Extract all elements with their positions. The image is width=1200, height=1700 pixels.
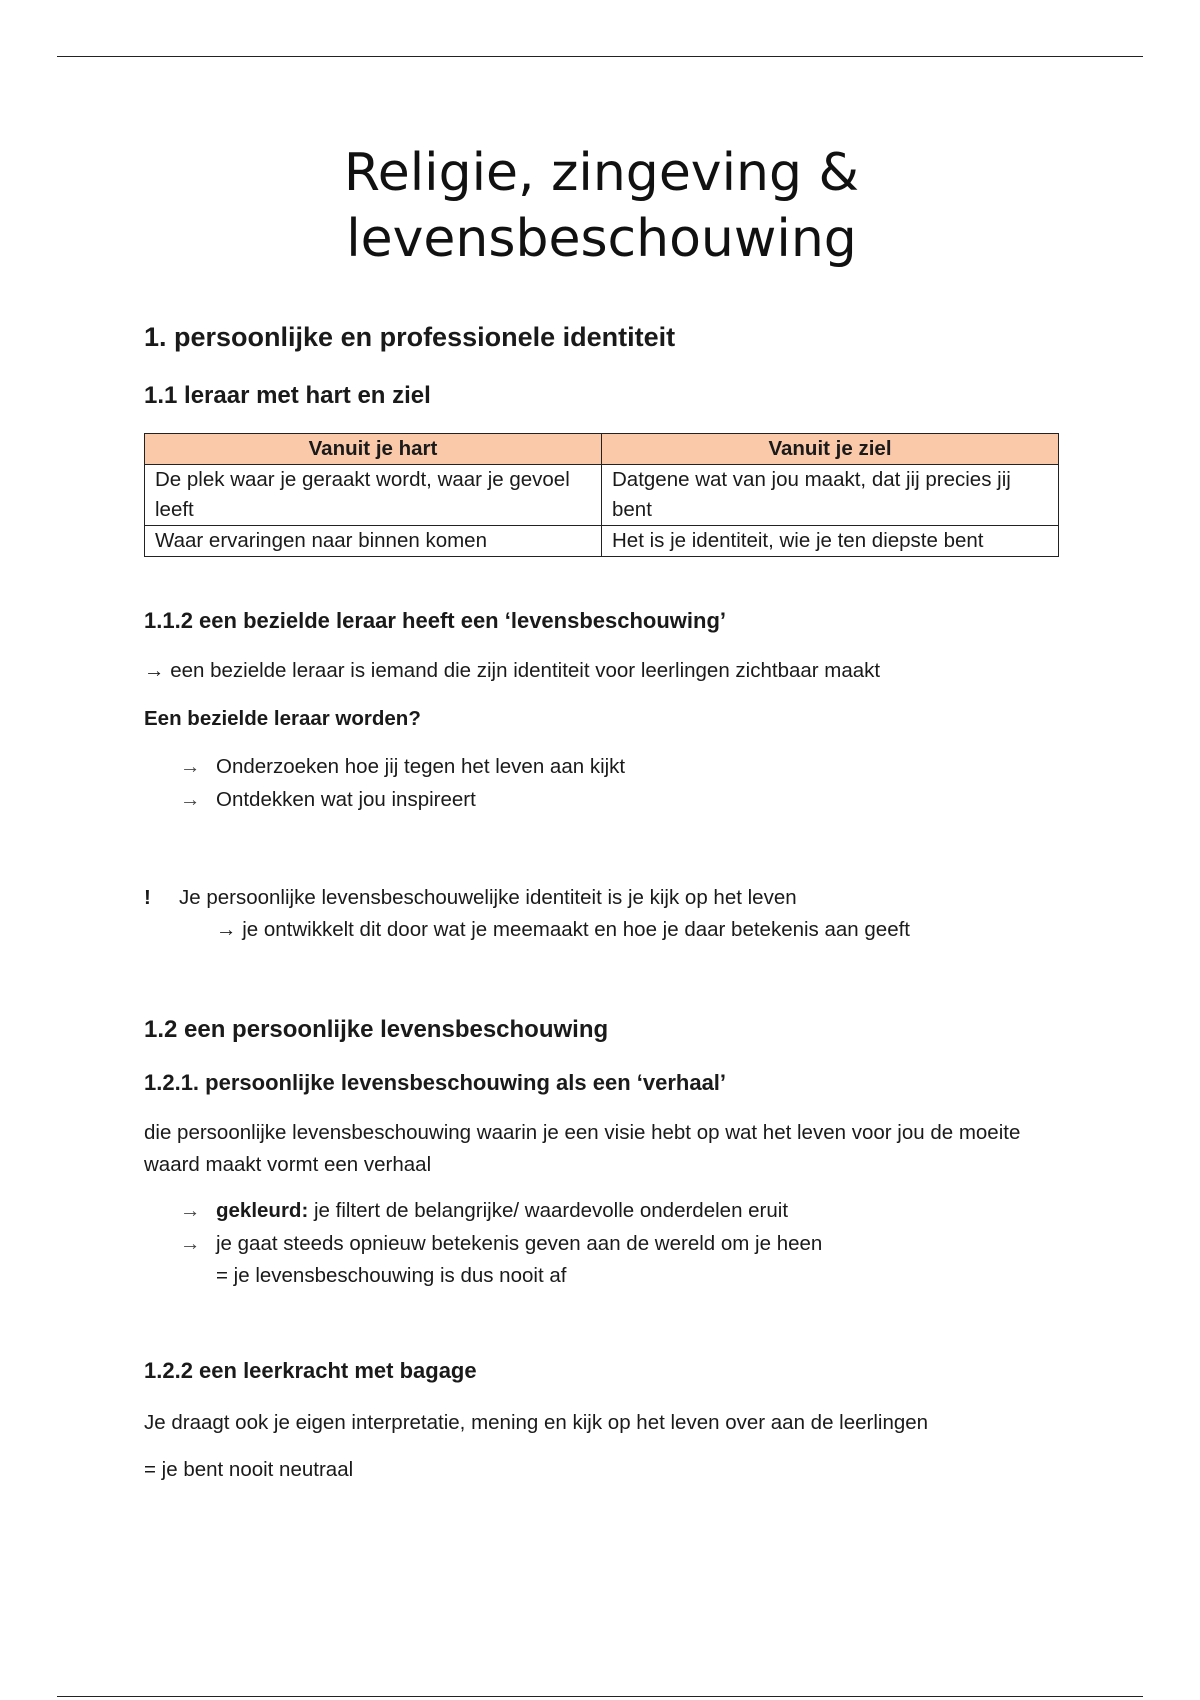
list-item: → Ontdekken wat jou inspireert <box>180 784 625 817</box>
arrow-icon: → <box>180 787 201 811</box>
table-header-row <box>145 434 1059 465</box>
intro-paragraph: → een bezielde leraar is iemand die zijn identiteit voor leerlingen zichtbaar maakt <box>144 659 881 682</box>
note-text: Je persoonlijke levensbeschouwelijke identiteit is je kijk op het leven <box>179 886 797 909</box>
bullet-list-bezielde <box>180 751 625 816</box>
table-row <box>145 465 1059 526</box>
heading-1-1-2: 1.1.2 een bezielde leraar heeft een ‘levensbeschouwing’ <box>144 608 727 633</box>
table-header-cell: Vanuit je ziel <box>602 434 1059 465</box>
conclusion-line: = je bent nooit neutraal <box>144 1458 354 1481</box>
bullet-list-verhaal <box>180 1195 822 1293</box>
exclamation-icon: ! <box>144 886 151 909</box>
heading-1-2-2: 1.2.2 een leerkracht met bagage <box>144 1358 477 1383</box>
verhaal-paragraph: die persoonlijke levensbeschouwing waarin je een visie hebt op wat het leven voor jou de moeite waard maakt vormt een verhaal <box>144 1121 1021 1176</box>
header-rule <box>57 56 1143 57</box>
list-item: → Onderzoeken hoe jij tegen het leven aan kijkt <box>180 751 625 784</box>
document-title: Religie, zingeving & levensbeschouwing <box>343 143 860 269</box>
table-cell: De plek waar je geraakt wordt, waar je gevoel leeft <box>145 465 602 526</box>
heading-section-1: 1. persoonlijke en professionele identiteit <box>144 322 676 352</box>
table-header-cell: Vanuit je hart <box>145 434 602 465</box>
table-cell: Datgene wat van jou maakt, dat jij precies jij bent <box>602 465 1059 526</box>
footer-rule <box>57 1696 1143 1697</box>
list-item-continuation: = je levensbeschouwing is dus nooit af <box>216 1264 567 1287</box>
note-subtext: → je ontwikkelt dit door wat je meemaakt en hoe je daar betekenis aan geeft <box>216 918 910 941</box>
hart-ziel-table <box>144 433 1059 557</box>
heading-1-2-1: 1.2.1. persoonlijke levensbeschouwing als een ‘verhaal’ <box>144 1070 727 1095</box>
heading-1-2: 1.2 een persoonlijke levensbeschouwing <box>144 1016 609 1043</box>
arrow-icon: → <box>180 1231 201 1255</box>
heading-1-1: 1.1 leraar met hart en ziel <box>144 382 431 409</box>
arrow-icon: → <box>180 755 201 778</box>
list-item: → je gaat steeds opnieuw betekenis geven aan de wereld om je heen <box>180 1228 822 1261</box>
table-row <box>145 526 1059 557</box>
question-line: Een bezielde leraar worden? <box>144 707 421 730</box>
table-cell: Waar ervaringen naar binnen komen <box>145 526 602 557</box>
table-cell: Het is je identiteit, wie je ten diepste bent <box>602 526 1059 557</box>
arrow-icon: → <box>180 1199 201 1222</box>
list-item: → gekleurd: je filtert de belangrijke/ waardevolle onderdelen eruit <box>180 1195 822 1228</box>
bagage-paragraph: Je draagt ook je eigen interpretatie, mening en kijk op het leven over aan de leerlingen <box>144 1411 929 1434</box>
